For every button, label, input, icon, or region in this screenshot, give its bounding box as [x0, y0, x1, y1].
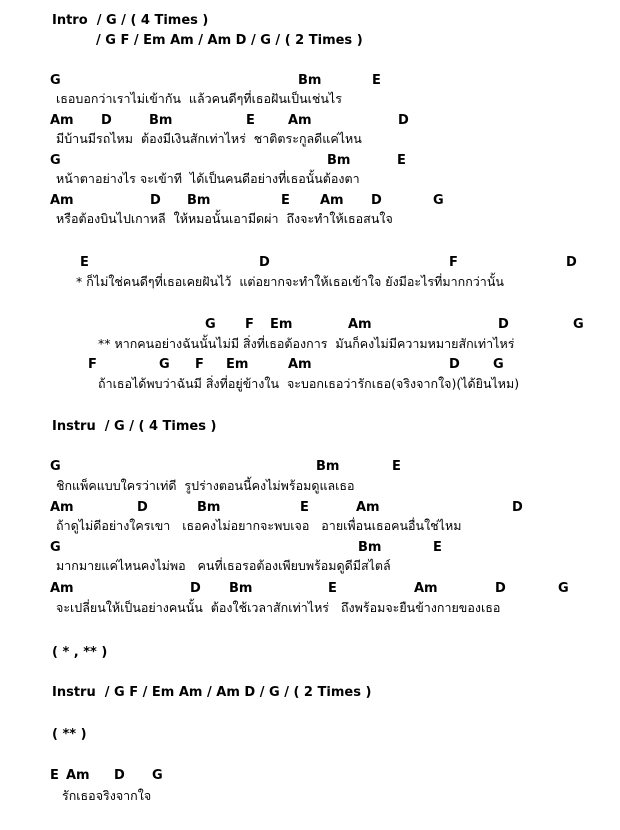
chord: Bm — [358, 540, 382, 555]
chord: Am — [288, 357, 312, 372]
chord: G — [159, 357, 170, 372]
chord: Em — [226, 357, 249, 372]
lyric-line: ชิกแพ็คแบบใครว่าเท่ดี รูปร่างตอนนี้คงไม่พร้อมดูแลเธอ — [56, 478, 355, 493]
chord: D — [137, 500, 148, 515]
chord: G — [493, 357, 504, 372]
chord: E — [80, 255, 89, 270]
chord: G — [205, 317, 216, 332]
chord: Bm — [149, 113, 173, 128]
lyric-line: รักเธอจริงจากใจ — [62, 788, 152, 803]
chord: D — [190, 581, 201, 596]
chord: D — [371, 193, 382, 208]
chord: D — [101, 113, 112, 128]
chord: D — [398, 113, 409, 128]
instru-line-1: Instru / G / ( 4 Times ) — [52, 419, 217, 434]
chord: Am — [348, 317, 372, 332]
chord: G — [433, 193, 444, 208]
chord: E — [281, 193, 290, 208]
chord: D — [114, 768, 125, 783]
chord: E — [397, 153, 406, 168]
chord: D — [150, 193, 161, 208]
chord: E — [50, 768, 59, 783]
chord: Bm — [197, 500, 221, 515]
repeat-marker-1: ( * , ** ) — [52, 645, 108, 660]
instru-line-2: Instru / G F / Em Am / Am D / G / ( 2 Times ) — [52, 685, 372, 700]
chord: G — [50, 73, 61, 88]
lyric-line: เธอบอกว่าเราไม่เข้ากัน แล้วคนดีๆที่เธอฝันเป็นเช่นไร — [56, 91, 342, 106]
lyric-line: จะเปลี่ยนให้เป็นอย่างคนนั้น ต้องใช้เวลาสักเท่าไหร่ ถึงพร้อมจะยืนข้างกายของเธอ — [56, 600, 501, 615]
chord: E — [433, 540, 442, 555]
chord: E — [300, 500, 309, 515]
chord: Am — [66, 768, 90, 783]
lyric-line: * ก็ไม่ใช่คนดีๆที่เธอเคยฝันไว้ แต่อยากจะทำให้เธอเข้าใจ ยังมีอะไรที่มากกว่านั้น — [76, 274, 504, 289]
repeat-marker-2: ( ** ) — [52, 727, 87, 742]
chord: Am — [50, 500, 74, 515]
chord: Bm — [298, 73, 322, 88]
chord: D — [449, 357, 460, 372]
chord: E — [246, 113, 255, 128]
chord: D — [495, 581, 506, 596]
lyric-line: หน้าตาอย่างไร จะเข้าที ได้เป็นคนดีอย่างที่เธอนั้นต้องตา — [56, 171, 360, 186]
chord: Bm — [327, 153, 351, 168]
chord: Bm — [229, 581, 253, 596]
chord: D — [259, 255, 270, 270]
lyric-line: ** หากคนอย่างฉันนั้นไม่มี สิ่งที่เธอต้องการ มันก็คงไม่มีความหมายสักเท่าไหร่ — [98, 336, 515, 351]
chord: Em — [270, 317, 293, 332]
chord: Bm — [316, 459, 340, 474]
chord: F — [195, 357, 204, 372]
chord: D — [512, 500, 523, 515]
chord: E — [392, 459, 401, 474]
chord: Am — [356, 500, 380, 515]
chord: F — [245, 317, 254, 332]
chord: D — [566, 255, 577, 270]
chord: G — [558, 581, 569, 596]
chord: Am — [50, 113, 74, 128]
chord: Am — [414, 581, 438, 596]
lyric-line: หรือต้องบินไปเกาหลี ให้หมอนั้นเอามีดผ่า ถึงจะทำให้เธอสนใจ — [56, 211, 393, 226]
intro-line-2: / G F / Em Am / Am D / G / ( 2 Times ) — [96, 33, 363, 48]
chord: F — [88, 357, 97, 372]
chord: Am — [50, 193, 74, 208]
chord: G — [152, 768, 163, 783]
lyric-line: มีบ้านมีรถไหม ต้องมีเงินสักเท่าไหร่ ชาติตระกูลดีแค่ไหน — [56, 131, 362, 146]
chord: E — [372, 73, 381, 88]
chord: G — [50, 153, 61, 168]
intro-line-1: Intro / G / ( 4 Times ) — [52, 13, 209, 28]
chord: Am — [50, 581, 74, 596]
chord: G — [50, 459, 61, 474]
chord: G — [573, 317, 584, 332]
lyric-line: ถ้าเธอได้พบว่าฉันมี สิ่งที่อยู่ข้างใน จะบอกเธอว่ารักเธอ(จริงจากใจ)(ได้ยินไหม) — [98, 376, 520, 391]
chord: D — [498, 317, 509, 332]
lyric-line: มากมายแค่ไหนคงไม่พอ คนที่เธอรอต้องเพียบพร้อมดูดีมีสไตล์ — [56, 558, 391, 573]
chord: G — [50, 540, 61, 555]
chord: Bm — [187, 193, 211, 208]
chord: E — [328, 581, 337, 596]
chord: F — [449, 255, 458, 270]
chord: Am — [288, 113, 312, 128]
lyric-line: ถ้าดูไม่ดีอย่างใครเขา เธอคงไม่อยากจะพบเจอ อายเพื่อนเธอคนอื่นใช่ไหม — [56, 518, 462, 533]
chord: Am — [320, 193, 344, 208]
